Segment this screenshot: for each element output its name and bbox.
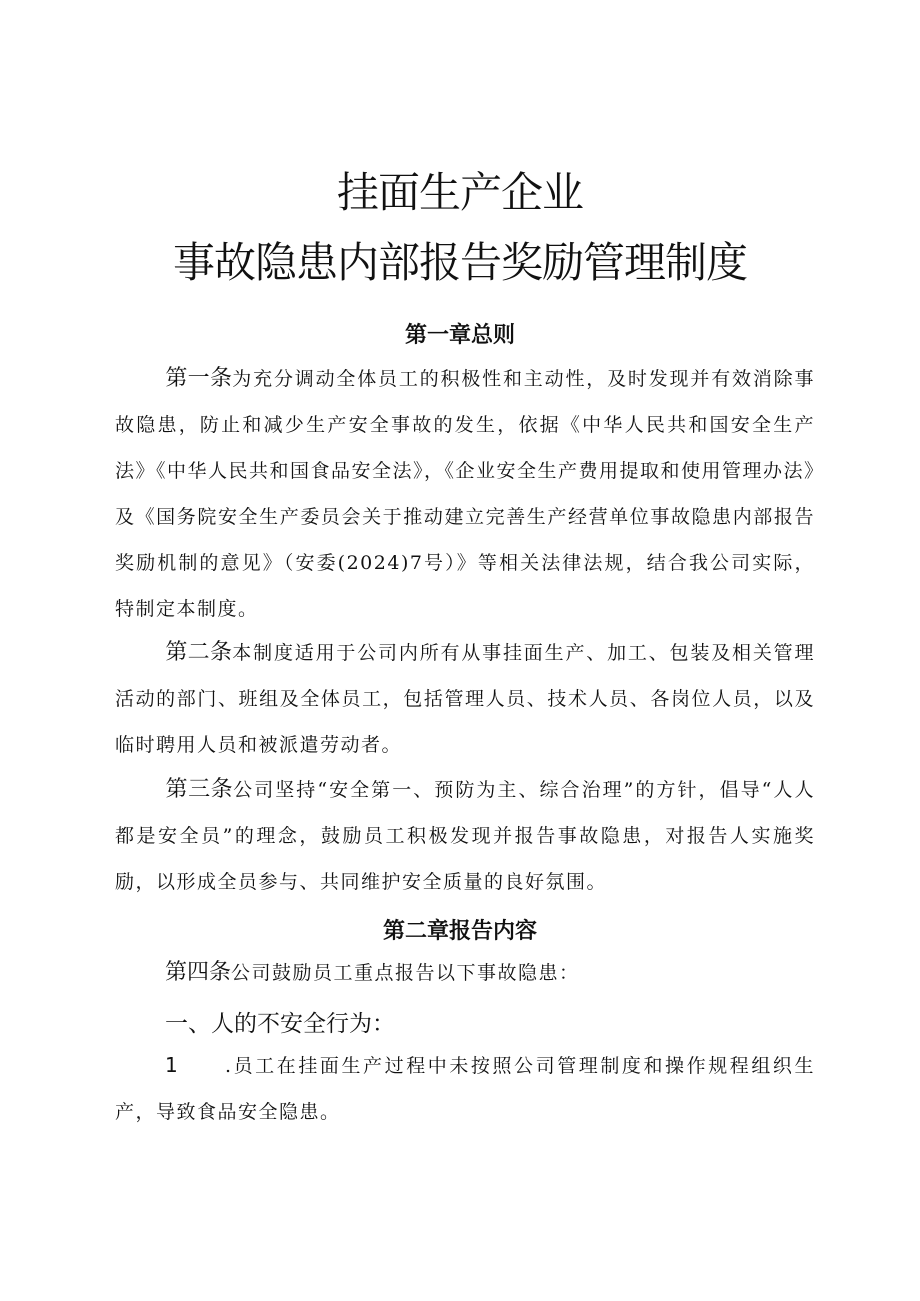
article-1-lead: 第一条 bbox=[165, 366, 233, 391]
article-3-text: 公司坚持“安全第一、预防为主、综合治理”的方针，倡导“人人都是安全员”的理念，鼓励员工积极发现并报告事故隐患，对报告人实施奖励，以形成全员参与、共同维护安全质量的良好氛围。 bbox=[115, 779, 815, 893]
article-3-lead: 第三条 bbox=[165, 777, 234, 802]
article-2-text: 本制度适用于公司内所有从事挂面生产、加工、包装及相关管理活动的部门、班组及全体员工，包括管理人员、技术人员、各岗位人员，以及临时聘用人员和被派遣劳动者。 bbox=[115, 642, 815, 756]
article-4 bbox=[115, 950, 815, 996]
article-3 bbox=[115, 767, 815, 905]
item-1-number: 1 bbox=[165, 1053, 180, 1077]
document-title-line1: 挂面生产企业 bbox=[336, 168, 583, 217]
article-1-text: 为充分调动全体员工的积极性和主动性，及时发现并有效消除事故隐患，防止和减少生产安全事故的发生，依据《中华人民共和国安全生产法》《中华人民共和国食品安全法》，《企业安全生产费用提取和使用管理办法》及《国务院安全生产委员会关于推动建立完善生产经营单位事故隐患内部报告奖励机制的意见》（安委(2024)7号）》等相关法律法规，结合我公司实际，特制定本制度。 bbox=[115, 368, 816, 620]
item-1-text: .员工在挂面生产过程中未按照公司管理制度和操作规程组织生产，导致食品安全隐患。 bbox=[115, 1055, 815, 1123]
article-4-text: 公司鼓励员工重点报告以下事故隐患： bbox=[231, 962, 580, 984]
chapter-2-heading: 第二章报告内容 bbox=[382, 919, 537, 944]
article-2 bbox=[115, 630, 815, 768]
document-title-line2: 事故隐患内部报告奖励管理制度 bbox=[172, 238, 747, 287]
article-1 bbox=[115, 356, 815, 632]
item-1 bbox=[115, 1042, 815, 1135]
section-1-heading: 一、人的不安全行为： bbox=[165, 1011, 395, 1037]
article-4-lead: 第四条 bbox=[165, 960, 232, 985]
article-2-lead: 第二条 bbox=[165, 640, 233, 665]
chapter-1-heading: 第一章总则 bbox=[404, 323, 515, 348]
